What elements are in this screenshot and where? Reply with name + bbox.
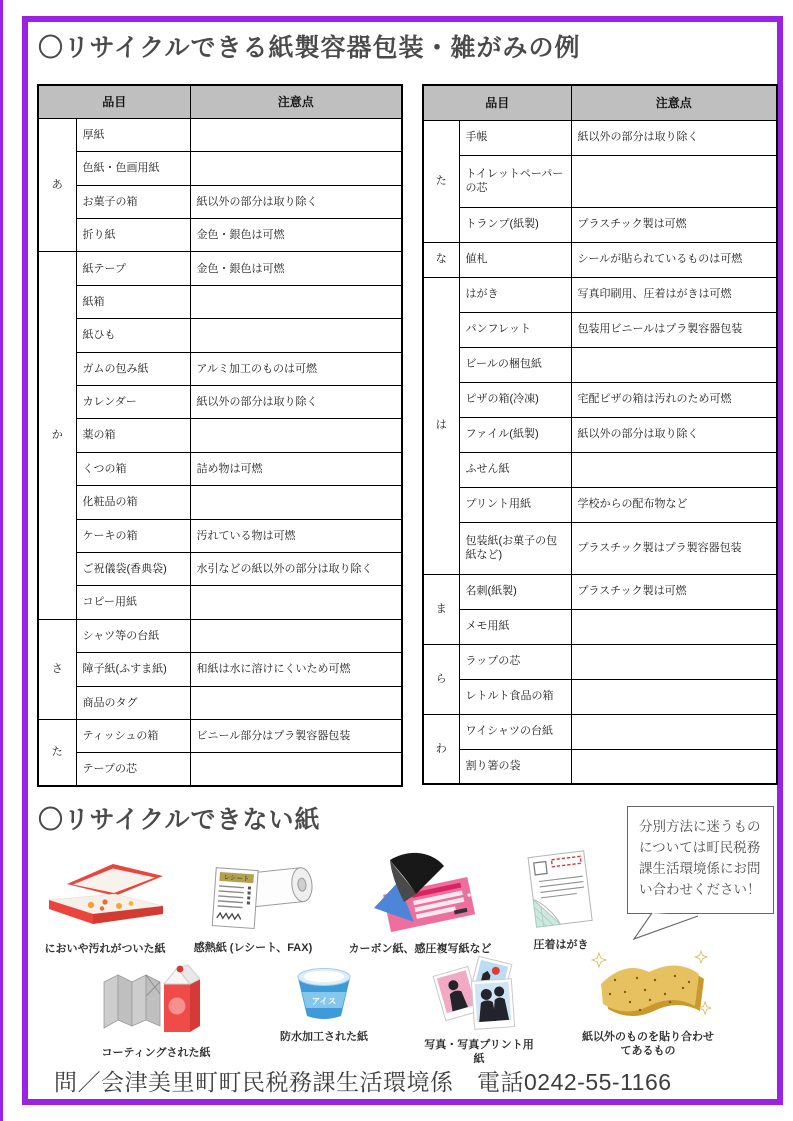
note-cell: シールが貼られているものは可燃 [571,242,777,277]
note-cell [190,753,402,786]
pizza-box-icon [39,850,171,934]
table-row [423,120,777,155]
table-row [38,753,402,786]
carbon-paper-icon [352,846,488,934]
item-cell: はがき [459,277,571,312]
table-row [38,552,402,585]
item-cell: くつの箱 [76,452,190,485]
item-cell: カレンダー [76,386,190,419]
item-cell: ファイル(紙製) [459,417,571,452]
kana-index-cell: か [38,252,76,619]
recyclable-tables [37,84,778,787]
table-row [38,686,402,719]
note-cell [571,452,777,487]
note-cell [571,749,777,784]
column-header-item: 品目 [423,85,571,120]
kana-index-cell: は [423,277,459,574]
figure-caption: 防水加工された紙 [280,1031,368,1043]
photo-prints-icon [429,956,529,1030]
note-cell [571,644,777,679]
column-header-note: 注意点 [190,85,402,118]
table-row [38,285,402,318]
table-row [423,679,777,714]
note-cell [571,155,777,207]
kana-index-cell: あ [38,118,76,252]
column-header-note: 注意点 [571,85,777,120]
table-row [423,155,777,207]
note-cell: 紙以外の部分は取り除く [190,185,402,218]
table-row [38,719,402,752]
note-cell [190,419,402,452]
table-row [423,242,777,277]
item-cell: ビールの梱包紙 [459,347,571,382]
item-cell: パンフレット [459,312,571,347]
speech-bubble-tail-icon [632,912,702,941]
figure-waterproof-paper [278,962,370,1044]
table-row [423,574,777,609]
table-row [423,487,777,522]
note-cell [190,319,402,352]
item-cell: コピー用紙 [76,586,190,619]
item-cell: ラップの芯 [459,644,571,679]
table-row [38,653,402,686]
table-row [423,749,777,784]
item-cell: 障子紙(ふすま紙) [76,653,190,686]
note-cell: 写真印刷用、圧着はがきは可燃 [571,277,777,312]
kana-index-cell: な [423,242,459,277]
table-header-row [38,85,402,118]
contact-info: 問／会津美里町町民税務課生活環境係 電話0242-55-1166 [54,1069,672,1095]
table-row [38,152,402,185]
note-cell [190,152,402,185]
item-cell: 割り箸の袋 [459,749,571,784]
note-cell: 学校からの配布物など [571,487,777,522]
table-row [423,347,777,382]
figure-laminated-paper [578,950,718,1059]
note-cell: 水引などの紙以外の部分は取り除く [190,552,402,585]
item-cell: 化粧品の箱 [76,486,190,519]
section-title-non-recyclable: 〇リサイクルできない紙 [38,806,321,834]
figure-caption: コーティングされた紙 [101,1047,211,1059]
figure-pressure-postcard [515,846,607,952]
item-cell: 厚紙 [76,118,190,151]
item-cell: テープの芯 [76,753,190,786]
table-row [423,609,777,644]
table-row [38,219,402,252]
coated-paper-icon [100,956,212,1038]
item-cell: 商品のタグ [76,686,190,719]
item-cell: シャツ等の台紙 [76,619,190,652]
item-cell: トイレットペーパーの芯 [459,155,571,207]
column-header-item: 品目 [38,85,190,118]
note-cell [571,679,777,714]
table-row [38,386,402,419]
item-cell: 手帳 [459,120,571,155]
figure-caption: 紙以外のものを貼り合わせてあるもの [582,1031,714,1058]
figure-thermal-paper [188,853,318,955]
table-header-row [423,85,777,120]
table-row [423,522,777,574]
table-row [423,417,777,452]
table-row [38,319,402,352]
kana-index-cell: ら [423,644,459,714]
item-cell: 折り紙 [76,219,190,252]
table-row [38,586,402,619]
note-cell: 金色・銀色は可燃 [190,252,402,285]
figure-coated-paper [95,956,217,1060]
item-cell: お菓子の箱 [76,185,190,218]
laminated-foil-paper-icon [585,950,711,1022]
note-cell: プラスチック製は可燃 [571,574,777,609]
table-row [38,252,402,285]
note-cell [571,609,777,644]
pressure-postcard-icon [520,846,602,930]
item-cell: 名刺(紙製) [459,574,571,609]
figure-caption: 圧着はがき [533,939,589,951]
kana-index-cell: た [423,120,459,242]
note-cell: 紙以外の部分は取り除く [571,417,777,452]
table-row [38,185,402,218]
recyclable-table-right [422,84,778,785]
figure-caption: 感熱紙 (レシート、FAX) [193,942,313,954]
item-cell: トランプ(紙製) [459,207,571,242]
svg-text:アイス: アイス [311,996,337,1006]
item-cell: ふせん紙 [459,452,571,487]
note-cell: 紙以外の部分は取り除く [190,386,402,419]
note-cell: アルミ加工のものは可燃 [190,352,402,385]
recyclable-table-left [37,84,403,787]
item-cell: 色紙・色画用紙 [76,152,190,185]
table-row [38,486,402,519]
item-cell: レトルト食品の箱 [459,679,571,714]
table-row [423,714,777,749]
table-row [423,452,777,487]
table-row [423,277,777,312]
table-row [423,312,777,347]
note-cell: プラスチック製はプラ製容器包装 [571,522,777,574]
table-row [38,352,402,385]
waterproof-paper-icon [291,962,357,1022]
table-row [38,452,402,485]
figure-dirty-paper [30,850,180,956]
table-row [38,118,402,151]
figure-caption: カーボン紙、感圧複写紙など [348,943,492,955]
table-row [38,519,402,552]
item-cell: 紙ひも [76,319,190,352]
note-cell [571,347,777,382]
item-cell: 薬の箱 [76,419,190,452]
item-cell: 紙テープ [76,252,190,285]
kana-index-cell: わ [423,714,459,784]
table-row [38,619,402,652]
svg-text:レシート: レシート [223,874,250,884]
item-cell: ピザの箱(冷凍) [459,382,571,417]
kana-index-cell: た [38,719,76,786]
kana-index-cell: さ [38,619,76,719]
figure-carbon-paper [345,846,495,956]
item-cell: メモ用紙 [459,609,571,644]
note-cell [190,285,402,318]
info-speech-bubble [627,806,774,914]
table-row [423,644,777,679]
item-cell: ティッシュの箱 [76,719,190,752]
item-cell: 値札 [459,242,571,277]
page-edge-accent [0,0,3,1121]
note-cell: プラスチック製は可燃 [571,207,777,242]
item-cell: ケーキの箱 [76,519,190,552]
note-cell [190,686,402,719]
item-cell: プリント用紙 [459,487,571,522]
note-cell: 宅配ピザの箱は汚れのため可燃 [571,382,777,417]
table-row [38,419,402,452]
item-cell: ご祝儀袋(香典袋) [76,552,190,585]
note-cell: 和紙は水に溶けにくいため可燃 [190,653,402,686]
note-cell: 金色・銀色は可燃 [190,219,402,252]
item-cell: 紙箱 [76,285,190,318]
note-cell: 紙以外の部分は取り除く [571,120,777,155]
figure-caption: においや汚れがついた紙 [44,943,166,955]
note-cell [571,714,777,749]
section-title-recyclable: 〇リサイクルできる紙製容器包装・雑がみの例 [38,34,581,62]
note-cell: 汚れている物は可燃 [190,519,402,552]
note-cell: ビニール部分はプラ製容器包装 [190,719,402,752]
note-cell [190,486,402,519]
note-cell: 包装用ビニールはプラ製容器包装 [571,312,777,347]
item-cell: ガムの包み紙 [76,352,190,385]
item-cell: ワイシャツの台紙 [459,714,571,749]
figure-photo-prints [423,956,535,1067]
note-cell [190,118,402,151]
bubble-text: 分別方法に迷うものについては町民税務課生活環境係にお問い合わせください！ [639,819,761,897]
note-cell: 詰め物は可燃 [190,452,402,485]
note-cell [190,586,402,619]
thermal-paper-icon [190,853,316,933]
figure-caption: 写真・写真プリント用紙 [424,1039,534,1066]
kana-index-cell: ま [423,574,459,644]
table-row [423,207,777,242]
table-row [423,382,777,417]
item-cell: 包装紙(お菓子の包紙など) [459,522,571,574]
note-cell [190,619,402,652]
